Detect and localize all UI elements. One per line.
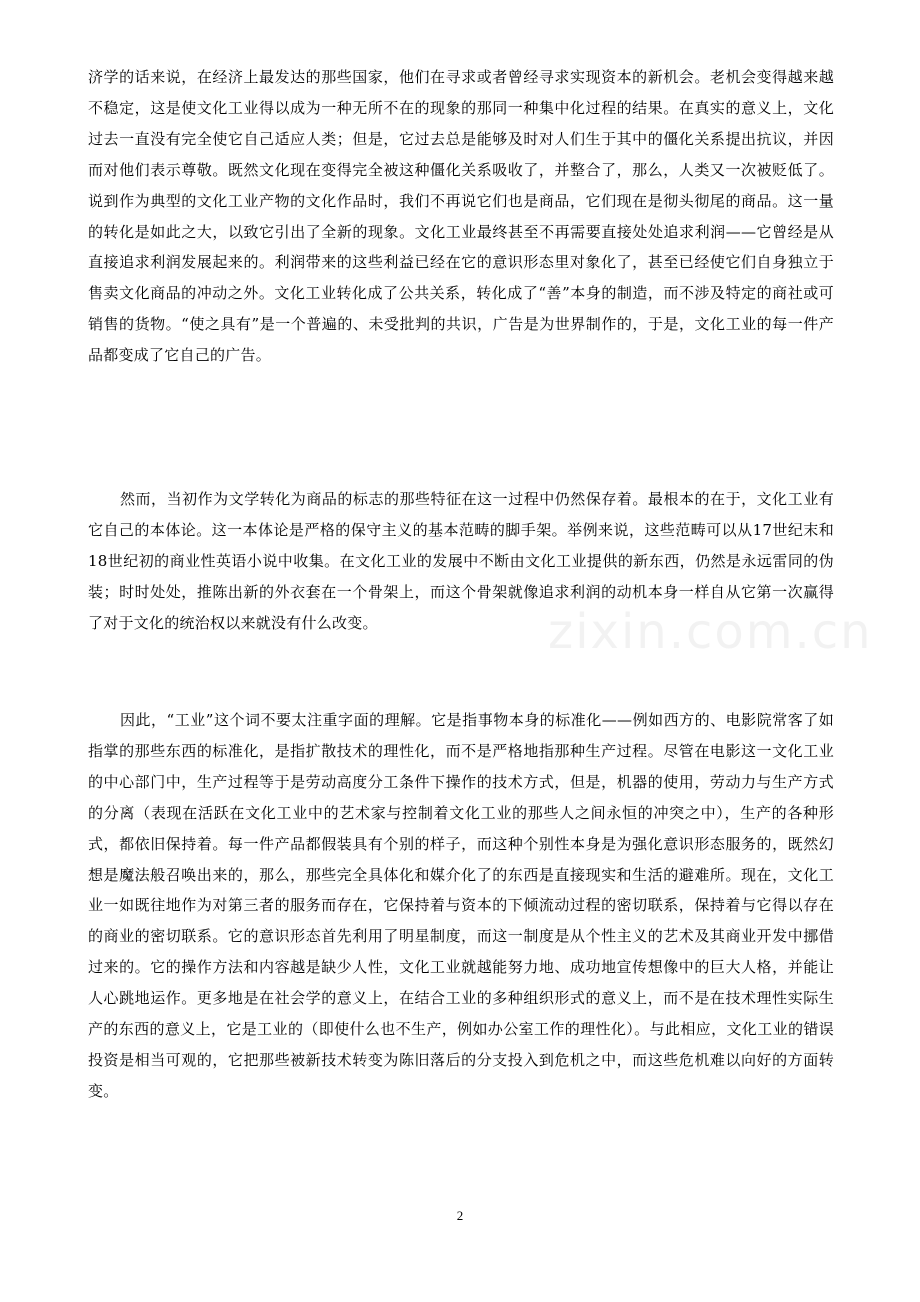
paragraph-industry: 因此，“工业”这个词不要太注重字面的理解。它是指事物本身的标准化——例如西方的、电影院常客了如指掌的那些东西的标准化，是指扩散技术的理性化，而不是严格地指那种生产过程。尽管在电影这一文化工业的中心部门中，生产过程等于是劳动高度分工条件下操作的技术方式，但是，机器的使用，劳动力与生产方式的分离（表现在活跃在文化工业中的艺术家与控制着文化工业的那些人之间永恒的冲突之中），生产的各种形式，都依旧保持着。每一件产品都假装具有个别的样子，而这种个别性本身是为强化意识形态服务的，既然幻想是魔法般召唤出来的，那么，那些完全具体化和媒介化了的东西是直接现实和生活的避难所。现在，文化工业一如既往地作为对第三者的服务而存在，它保持着与资本的下倾流动过程的密切联系，保持着与它得以存在的商业的密切联系。它的意识形态首先利用了明星制度，而这一制度是从个性主义的艺术及其商业开发中挪借过来的。它的操作方法和内容越是缺少人性，文化工业就越能努力地、成功地宣传想像中的巨大人格，并能让人心跳地运作。更多地是在社会学的意义上，在结合工业的多种组织形式的意义上，而不是在技术理性实际生产的东西的意义上，它是工业的（即使什么也不生产，例如办公室工作的理性化）。与此相应，文化工业的错误投资是相当可观的，它把那些被新技术转变为陈旧落后的分支投入到危机之中，而这些危机难以向好的方面转变。 xyxy=(88,711,834,1100)
paragraph-continued: 济学的话来说，在经济上最发达的那些国家，他们在寻求或者曾经寻求实现资本的新机会。老机会变得越来越不稳定，这是使文化工业得以成为一种无所不在的现象的那同一种集中化过程的结果。在真实的意义上，文化过去一直没有完全使它自己适应人类；但是，它过去总是能够及时对人们生于其中的僵化关系提出抗议，并因而对他们表示尊敬。既然文化现在变得完全被这种僵化关系吸收了，并整合了，那么，人类又一次被贬低了。说到作为典型的文化工业产物的文化作品时，我们不再说它们也是商品，它们现在是彻头彻尾的商品。这一量的转化是如此之大，以致它引出了全新的现象。文化工业最终甚至不再需要直接处处追求利润——它曾经是从直接追求利润发展起来的。利润带来的这些利益已经在它的意识形态里对象化了，甚至已经使它们自身独立于售卖文化商品的冲动之外。文化工业转化成了公共关系，转化成了“善”本身的制造，而不涉及特定的商社或可销售的货物。“使之具有”是一个普遍的、未受批判的共识，广告是为世界制作的，于是，文化工业的每一件产品都变成了它自己的广告。 xyxy=(88,68,834,365)
paragraph-ontology: 然而，当初作为文学转化为商品的标志的那些特征在这一过程中仍然保存着。最根本的在于，文化工业有它自己的本体论。这一本体论是严格的保守主义的基本范畴的脚手架。举例来说，这些范畴可以从17世纪末和18世纪初的商业性英语小说中收集。在文化工业的发展中不断由文化工业提供的新东西，仍然是永远雷同的伪装；时时处处，推陈出新的外衣套在一个骨架上，而这个骨架就像追求利润的动机本身一样自从它第一次赢得了对于文化的统治权以来就没有什么改变。 xyxy=(88,490,834,632)
watermark: zixin.com.cn xyxy=(548,604,873,660)
page-number: 2 xyxy=(456,1208,464,1223)
